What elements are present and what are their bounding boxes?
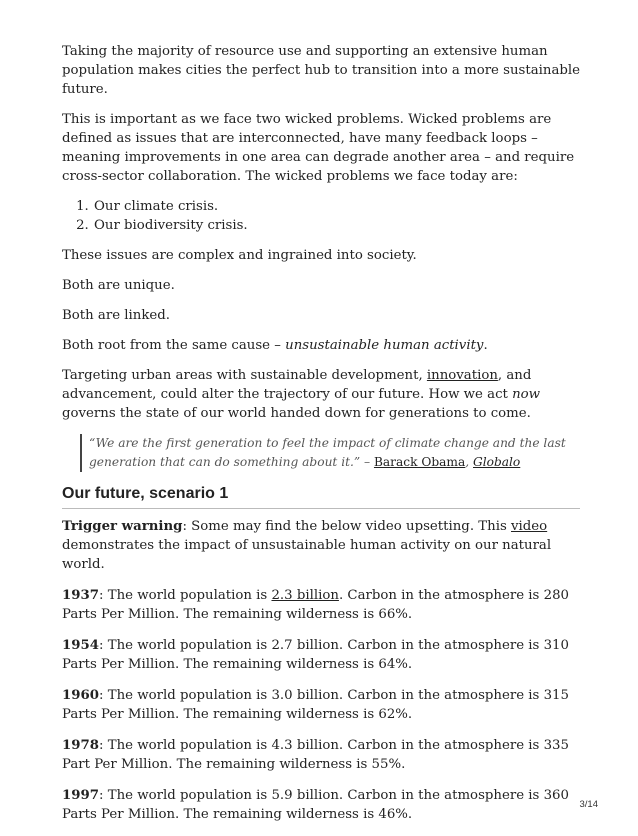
linked-paragraph: Both are linked.: [62, 308, 171, 323]
quote-dash: –: [360, 455, 374, 469]
year-label: 1997: [62, 788, 100, 803]
targeting-emphasis: now: [512, 387, 541, 402]
timeline-text: : The world population is 5.9 billion. Carbon in the atmosphere is 360 Parts Per Million. The remaining wilderness is 46%.: [62, 788, 569, 822]
section-heading: Our future, scenario 1: [62, 485, 580, 509]
trigger-warning-paragraph: [62, 517, 580, 574]
timeline-1978: [62, 736, 580, 774]
year-label: 1978: [62, 738, 100, 753]
root-cause-emphasis: unsustainable human activity: [285, 338, 484, 353]
year-label: 1960: [62, 688, 100, 703]
year-label: 1954: [62, 638, 100, 653]
quote-text: “We are the first generation to feel the impact of climate change and the last generation that can do something about it.”: [89, 436, 566, 469]
population-link[interactable]: 2.3 billion: [271, 588, 339, 603]
timeline-1954: [62, 636, 580, 674]
complex-paragraph: These issues are complex and ingrained into society.: [62, 248, 417, 263]
targeting-paragraph: [62, 366, 580, 423]
globalo-link[interactable]: Globalo: [473, 455, 521, 469]
list-item: 2. Our biodiversity crisis.: [93, 216, 580, 235]
timeline-prefix: : The world population is: [99, 588, 272, 603]
year-label: 1937: [62, 588, 100, 603]
timeline-text: : The world population is 3.0 billion. Carbon in the atmosphere is 315 Parts Per Million. The remaining wilderness is 62%.: [62, 688, 569, 722]
targeting-suffix: governs the state of our world handed down for generations to come.: [62, 406, 531, 421]
timeline-text: : The world population is 4.3 billion. Carbon in the atmosphere is 335 Part Per Million. The remaining wilderness is 55%.: [62, 738, 569, 772]
timeline-suffix: . Carbon in the atmosphere is 280 Parts Per Million. The remaining wilderness is 66%.: [62, 588, 569, 622]
page-number: 3/14: [579, 799, 598, 810]
wicked-problems-paragraph: This is important as we face two wicked problems. Wicked problems are defined as issues that are interconnected, have many feedback loops – meaning improvements in one area can degrade another area – and require cross-sector collaboration. The wicked problems we face today are:: [62, 112, 575, 184]
timeline-text: : The world population is 2.7 billion. Carbon in the atmosphere is 310 Parts Per Million. The remaining wilderness is 64%.: [62, 638, 569, 672]
timeline-1937: [62, 586, 580, 624]
targeting-middle: , and advancement, could alter the trajectory of our future. How we act: [62, 368, 532, 402]
barack-obama-link[interactable]: Barack Obama: [373, 455, 466, 469]
quote-separator: ,: [465, 455, 473, 469]
root-cause-paragraph: [62, 336, 580, 355]
targeting-prefix: Targeting urban areas with sustainable development,: [62, 368, 427, 383]
obama-quote: [80, 434, 580, 472]
wicked-problems-list: [62, 197, 580, 235]
unique-paragraph: Both are unique.: [62, 278, 175, 293]
intro-paragraph: Taking the majority of resource use and supporting an extensive human population makes cities the perfect hub to transition into a more sustainable future.: [62, 44, 581, 97]
innovation-link[interactable]: innovation: [426, 368, 498, 383]
trigger-warning-suffix: demonstrates the impact of unsustainable human activity on our natural world.: [62, 538, 552, 572]
trigger-warning-label: Trigger warning: [62, 519, 183, 534]
timeline-1960: [62, 686, 580, 724]
root-cause-suffix: .: [483, 338, 488, 353]
document-page: [62, 42, 580, 836]
list-item: 1. Our climate crisis.: [93, 197, 580, 216]
timeline-1997: [62, 786, 580, 824]
video-link[interactable]: video: [511, 519, 548, 534]
trigger-warning-prefix: : Some may find the below video upsetting. This: [182, 519, 512, 534]
root-cause-prefix: Both root from the same cause –: [62, 338, 286, 353]
